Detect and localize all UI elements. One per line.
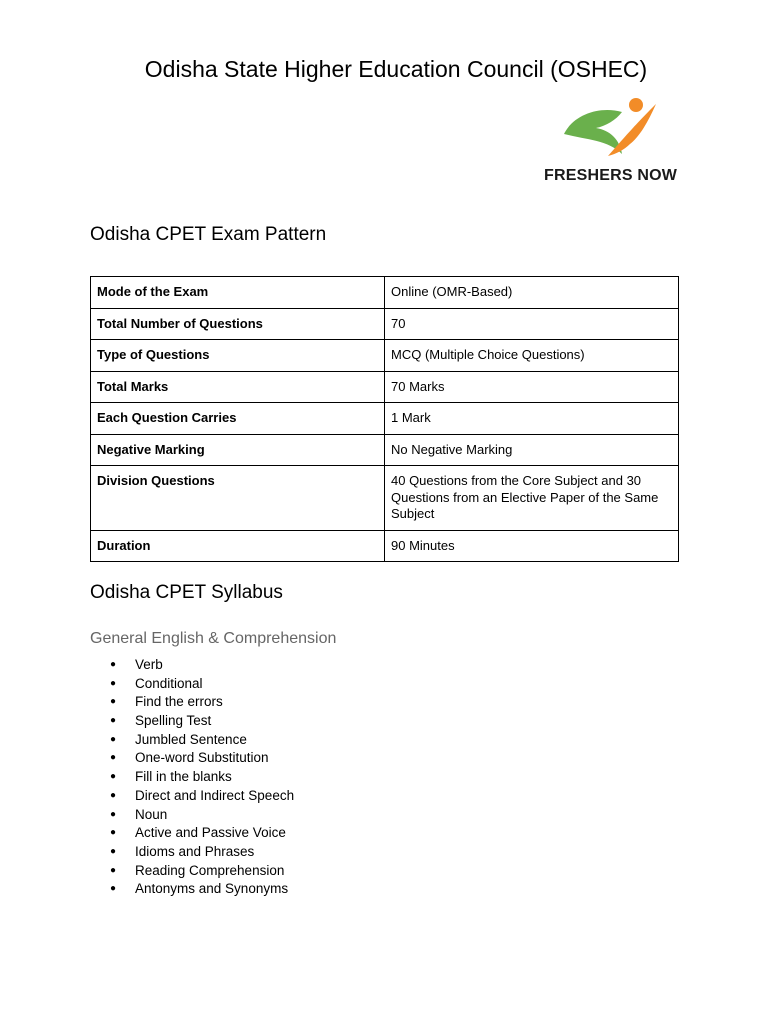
table-cell-value: 70 Marks [385,371,679,403]
syllabus-subheading: General English & Comprehension [90,630,337,647]
document-title: Odisha State Higher Education Council (OSHEC) [144,56,648,82]
bullet-icon: ● [110,752,117,764]
logo-swoosh-icon [560,96,660,162]
list-item [110,824,294,843]
bullet-icon: ● [110,845,117,857]
list-item [110,749,294,768]
list-item-text: Noun [135,806,168,822]
table-cell-value: 40 Questions from the Core Subject and 30 Questions from an Elective Paper of the Same Subject [385,466,679,531]
table-cell-value: 70 [385,308,679,340]
table-cell-label: Total Number of Questions [91,308,385,340]
table-cell-label: Each Question Carries [91,403,385,435]
list-item [110,675,294,694]
list-item [110,712,294,731]
bullet-icon: ● [110,789,117,801]
table-row [91,371,679,403]
bullet-icon: ● [110,827,117,839]
list-item-text: Spelling Test [135,713,212,729]
table-row [91,277,679,309]
table-cell-label: Type of Questions [91,340,385,372]
bullet-icon: ● [110,659,117,670]
bullet-icon: ● [110,733,117,745]
table-row [91,403,679,435]
list-item [110,843,294,862]
list-item-text: Direct and Indirect Speech [135,787,295,803]
table-row [91,466,679,531]
syllabus-heading: Odisha CPET Syllabus [90,582,283,603]
table-row [91,340,679,372]
table-cell-value: No Negative Marking [385,434,679,466]
list-item-text: Fill in the blanks [135,769,232,785]
table-cell-label: Duration [91,530,385,562]
exam-pattern-table [90,276,679,562]
table-cell-label: Negative Marking [91,434,385,466]
list-item-text: Reading Comprehension [135,862,285,878]
table-cell-value: MCQ (Multiple Choice Questions) [385,340,679,372]
list-item [110,787,294,806]
list-item [110,862,294,881]
exam-pattern-heading: Odisha CPET Exam Pattern [90,224,327,245]
bullet-icon: ● [110,808,117,820]
list-item [110,806,294,825]
table-row [91,308,679,340]
bullet-icon: ● [110,696,117,708]
list-item-text: Conditional [135,675,203,691]
table-cell-value: 90 Minutes [385,530,679,562]
table-cell-value: 1 Mark [385,403,679,435]
list-item-text: Jumbled Sentence [135,731,247,747]
table-row [91,434,679,466]
list-item-text: Active and Passive Voice [135,825,286,841]
list-item-text: Idioms and Phrases [135,843,255,859]
list-item [110,731,294,750]
bullet-icon: ● [110,677,117,689]
list-item [110,880,294,899]
list-item [110,768,294,787]
list-item-text: Antonyms and Synonyms [135,881,289,897]
table-cell-label: Division Questions [91,466,385,531]
freshers-now-logo [544,94,678,188]
syllabus-list [110,656,294,899]
table-cell-value: Online (OMR-Based) [385,277,679,309]
bullet-icon: ● [110,864,117,876]
list-item-text: Verb [135,657,163,672]
list-item-text: Find the errors [135,694,223,710]
bullet-icon: ● [110,715,117,727]
table-cell-label: Mode of the Exam [91,277,385,309]
table-cell-label: Total Marks [91,371,385,403]
logo-text: FRESHERS NOW [544,167,678,184]
list-item-text: One-word Substitution [135,750,269,766]
table-row [91,530,679,562]
list-item [110,693,294,712]
bullet-icon: ● [110,771,117,783]
list-item [110,656,294,675]
bullet-icon: ● [110,883,117,895]
